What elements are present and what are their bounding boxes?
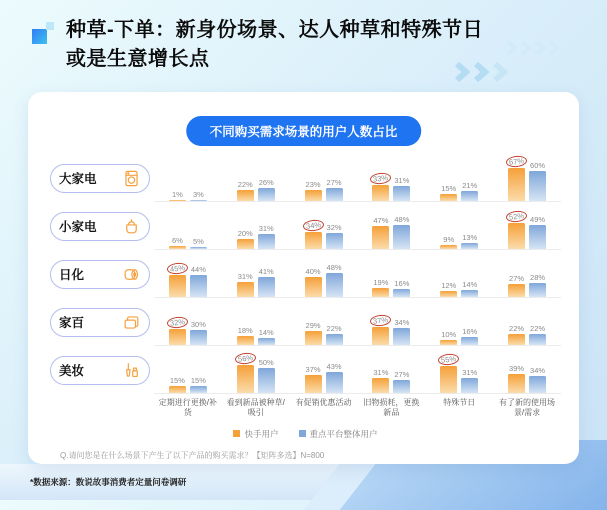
bar-unit (257, 358, 275, 393)
bar-unit (461, 280, 479, 297)
bar-value-label: 30% (190, 320, 206, 329)
bar-value-label: 14% (462, 280, 478, 289)
bar-value-label-highlighted: 37% (370, 313, 392, 326)
bar-value-label: 28% (530, 273, 546, 282)
bar-kuaishou-user (305, 190, 322, 202)
bar-overall-user (529, 376, 546, 393)
bar-unit (461, 327, 479, 345)
survey-question: Q.请问您是在什么场景下产生了以下产品的购买需求？【矩阵多选】N=800 (60, 450, 325, 460)
bar-kuaishou-user (237, 365, 254, 393)
bar-value-label: 60% (530, 161, 546, 170)
bar-kuaishou-user (372, 226, 389, 250)
bar-pair (357, 315, 425, 346)
bar-pair (493, 273, 561, 297)
bar-value-label: 10% (441, 330, 457, 339)
bar-value-label: 34% (394, 318, 410, 327)
chart-card (28, 92, 579, 464)
bar-kuaishou-user (508, 374, 525, 394)
legend (50, 428, 561, 440)
bar-pair (493, 324, 561, 345)
bar-overall-user (529, 283, 546, 297)
bar-value-label: 18% (237, 326, 253, 335)
bar-overall-user (529, 225, 546, 250)
bar-pair (493, 156, 561, 202)
bar-unit (529, 161, 547, 201)
bar-kuaishou-user (372, 185, 389, 202)
bar-unit (372, 278, 390, 298)
bar-kuaishou-user (440, 366, 457, 394)
bar-overall-user (393, 380, 410, 394)
title-square-icon (32, 22, 56, 46)
bar-unit (372, 315, 390, 346)
bar-value-label-highlighted: 52% (506, 210, 528, 223)
legend-item (233, 428, 278, 440)
bar-overall-user (461, 191, 478, 202)
page-title-line2: 或是生意增长点 (66, 48, 210, 70)
bar-value-label: 26% (258, 178, 274, 187)
bar-unit (304, 180, 322, 202)
bar-unit (508, 274, 526, 298)
chart-title-pill: 不同购买需求场景的用户人数占比 (186, 116, 422, 146)
bar-unit (393, 215, 411, 249)
bar-pair (425, 181, 493, 202)
bar-kuaishou-user (508, 168, 525, 202)
bar-value-label: 3% (192, 189, 204, 199)
bar-value-label: 15% (190, 375, 206, 385)
bar-unit (461, 181, 479, 202)
bar-unit (189, 320, 207, 345)
bars-track (154, 297, 561, 346)
bar-overall-user (326, 273, 343, 297)
bar-overall-user (461, 378, 478, 394)
bar-unit (304, 267, 322, 297)
bar-value-label: 31% (237, 271, 253, 281)
category-label: 大家电 (59, 172, 97, 186)
bar-value-label: 22% (530, 324, 546, 333)
bar-unit (508, 324, 526, 345)
bar-unit (304, 365, 322, 394)
category-pill (50, 212, 150, 241)
bar-value-label: 31% (258, 223, 274, 233)
bar-overall-user (190, 386, 207, 394)
bar-value-label-highlighted: 45% (166, 261, 188, 274)
bar-unit (529, 215, 547, 250)
bar-value-label: 15% (169, 375, 185, 385)
bar-overall-user (393, 225, 410, 249)
bar-value-label: 49% (530, 214, 546, 224)
chart-area (50, 154, 561, 461)
bar-pair (154, 317, 222, 345)
bar-kuaishou-user (169, 275, 186, 298)
bar-overall-user (258, 338, 275, 345)
bar-kuaishou-user (508, 334, 525, 345)
bar-pair (290, 220, 358, 249)
bar-unit (529, 273, 547, 297)
bar-overall-user (190, 275, 207, 297)
bar-unit (393, 318, 411, 345)
bar-unit (189, 265, 207, 297)
bar-unit (325, 362, 343, 394)
bar-unit (372, 368, 390, 394)
bar-unit (168, 263, 186, 298)
legend-item (299, 428, 378, 440)
bar-kuaishou-user (305, 232, 322, 249)
bar-kuaishou-user (237, 336, 254, 345)
bar-pair (290, 178, 358, 202)
bar-value-label: 32% (326, 223, 342, 232)
bar-unit (393, 279, 411, 297)
bar-unit (189, 376, 207, 394)
row-label-wrap (50, 202, 154, 250)
bar-unit (236, 326, 254, 345)
bar-overall-user (326, 233, 343, 249)
bar-overall-user (258, 234, 275, 250)
bars-track (154, 201, 561, 250)
bar-unit (372, 173, 390, 202)
row-label-wrap (50, 250, 154, 298)
bar-value-label: 37% (305, 364, 321, 374)
bar-kuaishou-user (372, 378, 389, 394)
bar-pair (493, 211, 561, 249)
bar-pair (154, 236, 222, 249)
washing-machine-icon (122, 169, 141, 188)
bar-unit (461, 368, 479, 394)
bar-unit (257, 328, 275, 345)
bar-pair (493, 364, 561, 394)
bar-value-label-highlighted: 67% (506, 154, 528, 167)
bar-kuaishou-user (305, 375, 322, 394)
bar-overall-user (258, 188, 275, 201)
bar-unit (529, 324, 547, 345)
bar-overall-user (326, 372, 343, 394)
bar-value-label: 20% (237, 229, 253, 238)
bar-kuaishou-user (508, 284, 525, 298)
bar-unit (304, 321, 322, 346)
bar-unit (440, 184, 458, 202)
bar-value-label: 29% (305, 320, 321, 330)
axis-category-label: 定期进行更换/补货 (158, 398, 218, 418)
page-header (32, 16, 587, 74)
bar-unit (440, 330, 458, 345)
bar-pair (290, 321, 358, 346)
bar-value-label: 34% (530, 366, 546, 375)
bar-unit (393, 370, 411, 394)
chart-rows (50, 154, 561, 394)
storage-box-icon (122, 313, 141, 332)
bar-value-label: 23% (305, 179, 321, 189)
bar-overall-user (326, 334, 343, 345)
bar-overall-user (529, 334, 546, 345)
bar-value-label: 16% (394, 279, 410, 288)
bar-pair (154, 190, 222, 202)
axis-category-label: 有促销优惠活动 (295, 398, 352, 407)
row-label-wrap (50, 154, 154, 202)
bar-pair (357, 368, 425, 394)
category-pill (50, 164, 150, 193)
bars-track (154, 249, 561, 298)
bar-value-label: 22% (509, 324, 525, 333)
bar-value-label: 22% (237, 180, 253, 189)
bar-value-label-highlighted: 32% (166, 316, 188, 329)
bar-value-label: 5% (192, 236, 204, 246)
bar-value-label: 22% (326, 324, 342, 333)
bar-kuaishou-user (508, 223, 525, 249)
bar-unit (236, 229, 254, 249)
bar-pair (222, 353, 290, 393)
bar-value-label: 41% (258, 266, 274, 276)
bar-unit (508, 364, 526, 394)
bar-value-label: 1% (171, 190, 183, 199)
bar-value-label: 21% (462, 180, 478, 190)
bar-unit (440, 281, 458, 297)
bar-value-label-highlighted: 56% (234, 352, 256, 365)
chart-row (50, 202, 561, 250)
bar-pair (290, 362, 358, 394)
bar-pair (425, 327, 493, 345)
tissue-roll-icon (122, 265, 141, 284)
chart-row (50, 250, 561, 298)
bar-pair (357, 215, 425, 249)
axis-category-label: 特殊节日 (443, 398, 476, 407)
page-title-line1: 种草-下单：新身份场景、达人种草和特殊节日 (66, 19, 484, 41)
bar-unit (189, 190, 207, 202)
bar-value-label: 19% (373, 277, 389, 287)
bar-overall-user (258, 277, 275, 298)
legend-label: 快手用户 (244, 428, 279, 439)
bar-unit (236, 353, 254, 393)
bar-value-label: 15% (441, 183, 457, 193)
category-pill (50, 308, 150, 337)
bar-unit (236, 180, 254, 201)
category-label: 日化 (59, 268, 85, 282)
category-pill (50, 356, 150, 385)
bar-value-label: 27% (326, 177, 342, 187)
bar-overall-user (461, 337, 478, 345)
bar-value-label: 16% (462, 327, 478, 336)
bar-kuaishou-user (237, 282, 254, 298)
bar-kuaishou-user (237, 239, 254, 249)
bar-unit (304, 220, 322, 249)
bar-overall-user (393, 289, 410, 297)
bar-unit (529, 366, 547, 393)
data-source-footnote: *数据来源：数说故事消费者定量问卷调研 (30, 477, 187, 487)
bar-value-label: 31% (462, 367, 478, 377)
legend-swatch (233, 430, 240, 437)
bar-unit (440, 354, 458, 394)
bar-value-label: 31% (373, 367, 389, 377)
bar-unit (508, 156, 526, 202)
bar-overall-user (461, 290, 478, 297)
bar-value-label-highlighted: 34% (302, 219, 324, 232)
axis-category-label: 看到新品被种草/吸引 (226, 398, 285, 418)
axis-category-label: 有了新的使用场景/需求 (499, 398, 556, 418)
bar-pair (222, 326, 290, 345)
bar-unit (440, 235, 458, 250)
bar-overall-user (393, 186, 410, 202)
cosmetics-icon (122, 361, 141, 380)
bar-value-label: 40% (305, 267, 321, 276)
bar-unit (393, 176, 411, 202)
legend-swatch (299, 430, 306, 437)
row-label-wrap (50, 298, 154, 346)
bar-value-label: 48% (394, 215, 410, 224)
category-label: 小家电 (59, 220, 97, 234)
bar-value-label-highlighted: 33% (370, 171, 392, 184)
bar-value-label: 14% (258, 328, 274, 337)
bar-value-label: 13% (462, 232, 478, 242)
axis-category-label: 旧物损耗，更换新品 (363, 398, 420, 418)
bar-value-label: 27% (509, 273, 525, 283)
bar-unit (325, 178, 343, 202)
bar-unit (508, 211, 526, 249)
bar-value-label: 31% (394, 175, 410, 185)
bar-pair (154, 263, 222, 298)
bar-unit (257, 178, 275, 201)
bar-value-label: 48% (326, 263, 342, 272)
bar-unit (257, 267, 275, 298)
bar-unit (325, 324, 343, 345)
bar-overall-user (326, 188, 343, 202)
chart-row (50, 154, 561, 202)
bar-unit (236, 272, 254, 298)
bar-pair (425, 354, 493, 394)
bar-pair (425, 233, 493, 250)
axis-labels (50, 398, 561, 419)
legend-label: 重点平台整体用户 (309, 428, 378, 439)
bar-unit (168, 317, 186, 345)
bar-pair (357, 173, 425, 202)
bar-pair (222, 178, 290, 201)
bars-track (154, 153, 561, 202)
bar-pair (290, 263, 358, 297)
chart-row (50, 346, 561, 394)
bar-value-label: 6% (171, 236, 183, 245)
bar-value-label: 47% (373, 215, 389, 225)
bar-unit (168, 236, 186, 249)
bar-kuaishou-user (305, 331, 322, 346)
page-title (66, 16, 483, 74)
bar-pair (425, 280, 493, 297)
category-label: 美妆 (59, 364, 85, 378)
bar-unit (461, 233, 479, 250)
bar-value-label: 12% (441, 281, 457, 290)
bar-value-label: 39% (509, 363, 525, 373)
chart-row (50, 298, 561, 346)
bar-unit (372, 216, 390, 250)
bar-overall-user (529, 171, 546, 201)
axis-spacer (50, 398, 154, 419)
bar-overall-user (393, 328, 410, 345)
category-pill (50, 260, 150, 289)
bar-unit (168, 190, 186, 201)
bar-value-label-highlighted: 55% (438, 352, 460, 365)
category-label: 家百 (59, 316, 85, 330)
bar-unit (325, 223, 343, 249)
bar-value-label: 9% (443, 234, 455, 244)
bar-pair (154, 376, 222, 394)
bar-kuaishou-user (372, 327, 389, 346)
bar-pair (222, 267, 290, 298)
bar-value-label: 50% (258, 358, 274, 367)
bar-kuaishou-user (305, 277, 322, 297)
bar-unit (168, 376, 186, 394)
bar-kuaishou-user (237, 190, 254, 201)
bar-unit (189, 237, 207, 250)
bar-pair (357, 278, 425, 298)
bar-overall-user (190, 330, 207, 345)
bar-kuaishou-user (440, 194, 457, 202)
bars-track (154, 345, 561, 394)
bar-value-label: 27% (394, 369, 410, 379)
bar-value-label: 44% (190, 265, 206, 274)
bar-kuaishou-user (372, 288, 389, 298)
bar-value-label: 43% (326, 361, 342, 371)
bar-pair (222, 224, 290, 250)
bar-kuaishou-user (169, 386, 186, 394)
bar-unit (325, 263, 343, 297)
bar-unit (257, 224, 275, 250)
row-label-wrap (50, 346, 154, 394)
kettle-icon (122, 217, 141, 236)
bar-overall-user (258, 368, 275, 393)
bar-kuaishou-user (169, 329, 186, 345)
